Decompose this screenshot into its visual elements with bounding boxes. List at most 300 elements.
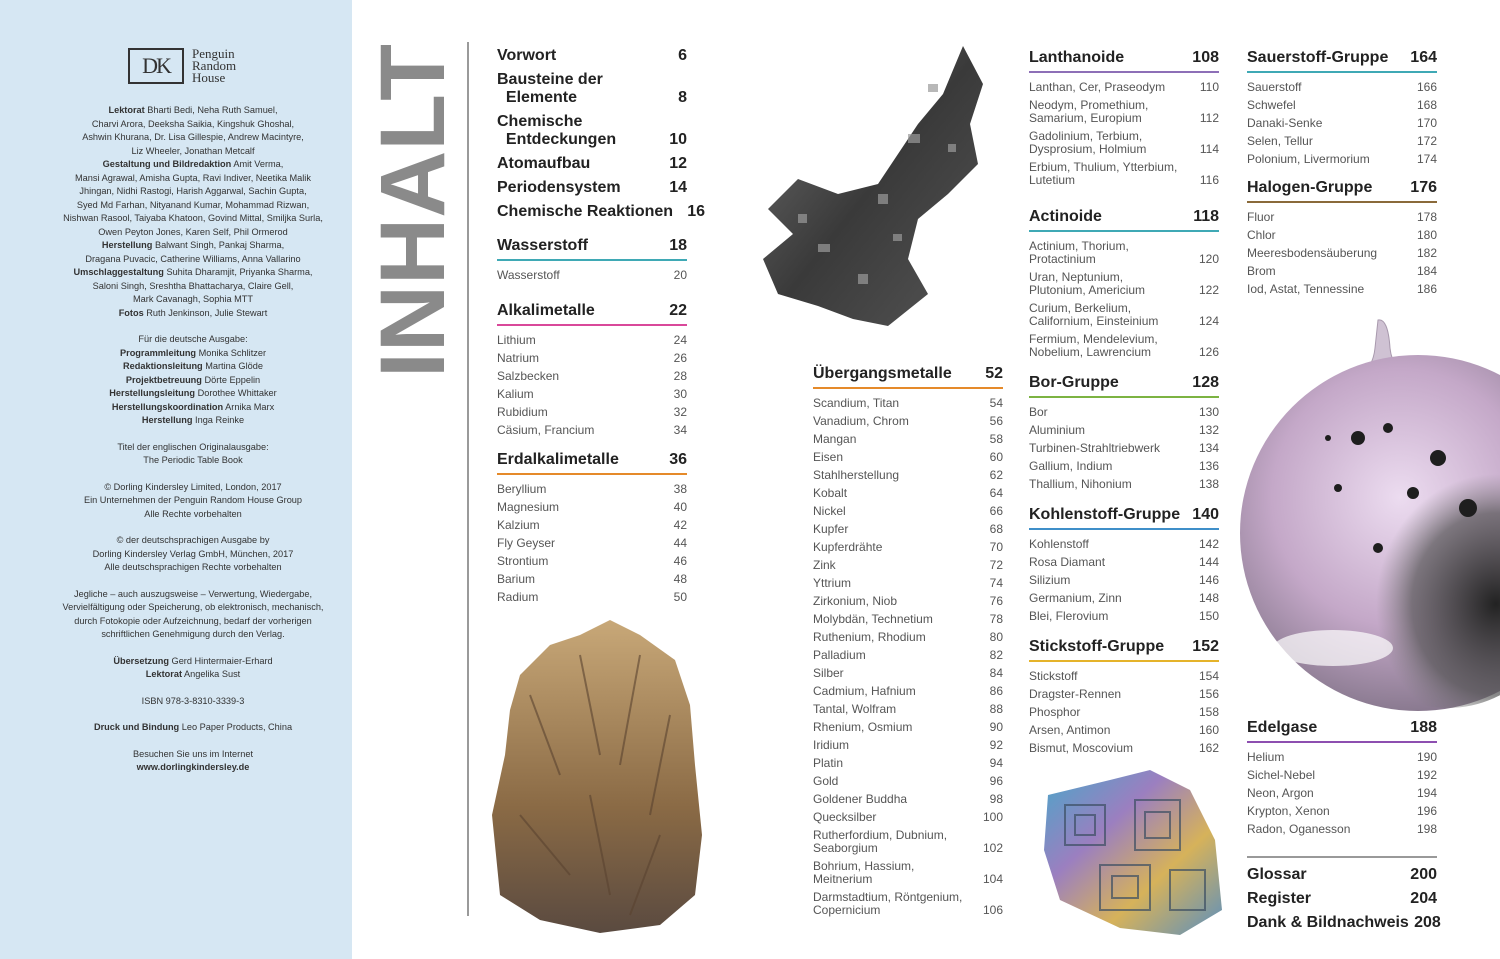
toc-entry[interactable] [497, 71, 687, 107]
credit-line [20, 253, 366, 267]
credit-names: Dragana Puvacic, Catherine Williams, Anna Vallarino [85, 253, 301, 264]
toc-sub-title: Rutherfordium, Dubnium, Seaborgium [813, 828, 948, 855]
toc-sub-entry[interactable] [1029, 574, 1219, 587]
toc-entry[interactable] [1247, 890, 1437, 908]
credit-names: Bharti Bedi, Neha Ruth Samuel, [147, 105, 278, 115]
toc-sub-entry[interactable] [1029, 240, 1219, 266]
toc-sub-title: Goldener Buddha [813, 792, 908, 806]
publisher-logo [128, 48, 236, 84]
section-title: Erdalkalimetalle [497, 451, 619, 468]
toc-sub-page: 46 [673, 554, 687, 568]
toc-entry-title: Glossar [1247, 866, 1307, 883]
toc-sub-entry[interactable] [1029, 688, 1219, 701]
legal-2: Vervielfältigung oder Speicherung, ob elektronisch, mechanisch, [62, 602, 324, 612]
toc-sub-entry[interactable] [1029, 99, 1219, 125]
toc-sub-page: 198 [1416, 822, 1437, 836]
toc-sub-title: Blei, Flerovium [1029, 609, 1109, 623]
toc-sub-entry[interactable] [813, 860, 1003, 886]
toc-sub-page: 64 [989, 486, 1003, 500]
toc-sub-page: 112 [1199, 111, 1219, 125]
toc-sub-title: Platin [813, 756, 844, 770]
toc-sub-page: 40 [673, 500, 687, 514]
section-erdalkalimetalle [497, 450, 687, 604]
toc-sub-entry[interactable] [813, 487, 1003, 500]
toc-sub-page: 56 [989, 414, 1003, 428]
section-items [1029, 81, 1219, 187]
credit-names: Mark Cavanagh, Sophia MTT [133, 294, 253, 304]
toc-sub-entry[interactable] [497, 388, 687, 401]
toc-sub-title: Chlor [1247, 228, 1276, 242]
toc-sub-page: 190 [1416, 750, 1437, 764]
section-page: 176 [1410, 179, 1437, 196]
toc-sub-title: Yttrium [813, 576, 852, 590]
toc-sub-page: 172 [1416, 134, 1437, 148]
section-items [1247, 81, 1437, 166]
toc-sub-page: 34 [673, 423, 687, 437]
toc-sub-entry[interactable] [497, 352, 687, 365]
toc-sub-entry[interactable] [1029, 424, 1219, 437]
section-heading[interactable] [1247, 178, 1437, 203]
toc-entry-title: Register [1247, 890, 1312, 907]
toc-sub-title: Kobalt [813, 486, 848, 500]
credit-role: Herstellung [101, 240, 153, 250]
section-bor-gruppe [1029, 373, 1219, 491]
toc-sub-entry[interactable] [497, 424, 687, 437]
toc-sub-title: Dragster-Rennen [1029, 687, 1122, 701]
toc-sub-entry[interactable] [813, 559, 1003, 572]
toc-sub-page: 158 [1198, 705, 1219, 719]
toc-sub-page: 54 [989, 396, 1003, 410]
toc-sub-title: Turbinen-Strahltriebwerk [1029, 441, 1160, 455]
imprint-sidebar [0, 0, 352, 959]
toc-sub-page: 86 [989, 684, 1003, 698]
section-page: 22 [669, 302, 687, 319]
credit-line [20, 158, 366, 172]
credit-role: Herstellung [141, 415, 193, 425]
section-uebergangsmetalle [813, 364, 1003, 917]
credit-line [20, 118, 366, 132]
german-credit-line [20, 360, 366, 374]
section-sauerstoff-gruppe [1247, 48, 1437, 166]
toc-sub-entry[interactable] [813, 793, 1003, 806]
section-title: Übergangsmetalle [813, 365, 952, 382]
toc-entry[interactable] [497, 113, 687, 149]
section-heading[interactable] [1029, 505, 1219, 530]
toc-sub-title: Nickel [813, 504, 846, 518]
toc-sub-page: 170 [1416, 116, 1437, 130]
toc-entry[interactable] [497, 155, 687, 173]
toc-sub-entry[interactable] [813, 721, 1003, 734]
toc-sub-title: Rosa Diamant [1029, 555, 1106, 569]
credit-line [20, 145, 366, 159]
credit-names: Dorothee Whittaker [197, 388, 277, 398]
toc-sub-title: Iridium [813, 738, 850, 752]
credit-line [20, 199, 366, 213]
toc-sub-entry[interactable] [1247, 153, 1437, 166]
credit-line [20, 226, 366, 240]
toc-sub-entry[interactable] [1029, 670, 1219, 683]
credit-names: Amit Verma, [233, 159, 284, 169]
toc-sub-page: 104 [982, 872, 1003, 886]
glass-sphere-photo [1238, 318, 1500, 718]
toc-sub-entry[interactable] [497, 555, 687, 568]
section-title: Edelgase [1247, 719, 1318, 736]
toc-sub-page: 132 [1198, 423, 1219, 437]
section-title: Alkalimetalle [497, 302, 595, 319]
credit-line [20, 104, 366, 118]
toc-sub-entry[interactable] [1029, 610, 1219, 623]
toc-sub-entry[interactable] [497, 370, 687, 383]
section-title: Wasserstoff [497, 237, 588, 254]
toc-entry[interactable] [1247, 914, 1441, 932]
toc-sub-entry[interactable] [1029, 81, 1219, 94]
toc-sub-title: Palladium [813, 648, 866, 662]
section-items [1029, 670, 1219, 755]
toc-sub-entry[interactable] [1029, 556, 1219, 569]
toc-sub-entry[interactable] [1029, 538, 1219, 551]
toc-sub-entry[interactable] [497, 406, 687, 419]
toc-sub-entry[interactable] [1247, 283, 1437, 296]
toc-sub-entry[interactable] [813, 415, 1003, 428]
section-heading[interactable] [1247, 48, 1437, 73]
toc-sub-title: Kalium [497, 387, 534, 401]
section-heading[interactable] [497, 301, 687, 326]
toc-sub-page: 38 [673, 482, 687, 496]
toc-sub-entry[interactable] [497, 483, 687, 496]
toc-sub-entry[interactable] [813, 703, 1003, 716]
toc-entry-page: 204 [1410, 890, 1437, 907]
credit-names: Syed Md Farhan, Nityanand Kumar, Mohammad Rizwan, [76, 199, 310, 210]
toc-sub-title: Uran, Neptunium, Plutonium, Americium [1029, 270, 1146, 297]
toc-sub-entry[interactable] [497, 334, 687, 347]
toc-sub-page: 134 [1198, 441, 1219, 455]
toc-sub-entry[interactable] [813, 541, 1003, 554]
credit-role: Programmleitung [119, 347, 197, 358]
toc-sub-entry[interactable] [813, 433, 1003, 446]
credit-line [20, 239, 366, 253]
section-page: 188 [1410, 719, 1437, 736]
toc-sub-entry[interactable] [813, 631, 1003, 644]
toc-sub-page: 192 [1416, 768, 1437, 782]
toc-sub-entry[interactable] [497, 501, 687, 514]
german-credit-line [20, 374, 366, 388]
toc-sub-entry[interactable] [1247, 229, 1437, 242]
credit-role: Lektorat [108, 105, 145, 115]
toc-sub-page: 100 [982, 810, 1003, 824]
toc-entry-title: Dank & Bildnachweis [1247, 914, 1409, 931]
credits-list [20, 104, 366, 320]
toc-sub-page: 110 [1199, 80, 1219, 94]
toc-sub-entry[interactable] [813, 595, 1003, 608]
toc-sub-page: 84 [989, 666, 1003, 680]
toc-sub-page: 174 [1416, 152, 1437, 166]
translation-credit: Übersetzung Gerd Hintermaier-Erhard [113, 655, 273, 666]
toc-sub-title: Arsen, Antimon [1029, 723, 1111, 737]
toc-sub-title: Cäsium, Francium [497, 423, 595, 437]
toc-sub-page: 178 [1416, 210, 1437, 224]
credit-names: Martina Glöde [205, 361, 263, 371]
toc-column-3 [1029, 48, 1219, 760]
toc-sub-title: Darmstadtium, Röntgenium, Copernicium [813, 890, 963, 917]
toc-sub-title: Helium [1247, 750, 1285, 764]
toc-sub-page: 122 [1198, 283, 1219, 297]
toc-sub-entry[interactable] [1247, 247, 1437, 260]
toc-sub-title: Iod, Astat, Tennessine [1247, 282, 1365, 296]
toc-sub-title: Stickstoff [1029, 669, 1078, 683]
toc-sub-entry[interactable] [1029, 271, 1219, 297]
toc-sub-entry[interactable] [1029, 724, 1219, 737]
toc-sub-page: 60 [989, 450, 1003, 464]
toc-entry-page: 200 [1410, 866, 1437, 883]
toc-sub-page: 116 [1199, 173, 1219, 187]
toc-sub-page: 42 [673, 518, 687, 532]
toc-sub-entry[interactable] [1029, 161, 1219, 187]
toc-sub-entry[interactable] [1247, 117, 1437, 130]
dk-logo-mark: DK [128, 48, 184, 84]
toc-sub-title: Quecksilber [813, 810, 877, 824]
german-credits-list [20, 347, 366, 428]
toc-sub-title: Curium, Berkelium, Californium, Einsteinium [1029, 301, 1159, 328]
section-heading[interactable] [1029, 48, 1219, 73]
section-title: Bor-Gruppe [1029, 374, 1119, 391]
toc-sub-page: 44 [673, 536, 687, 550]
toc-entry-title: Bausteine der Elemente [497, 71, 603, 106]
toc-entry[interactable] [1247, 866, 1437, 884]
credit-names: Saloni Singh, Sreshtha Bhattacharya, Claire Gell, [92, 280, 294, 291]
toc-sub-entry[interactable] [1247, 823, 1437, 836]
toc-entry[interactable] [497, 47, 687, 65]
section-title: Sauerstoff-Gruppe [1247, 49, 1389, 66]
toc-sub-title: Radon, Oganesson [1247, 822, 1351, 836]
toc-sub-title: Zink [813, 558, 836, 572]
credit-names: Jhingan, Nidhi Rastogi, Harish Aggarwal, Sachin Gupta, [79, 186, 307, 196]
toc-sub-title: Lithium [497, 333, 536, 347]
section-alkalimetalle [497, 301, 687, 437]
page-title-text: INHALT [362, 47, 464, 378]
section-lanthanoide [1029, 48, 1219, 187]
toc-sub-page: 62 [989, 468, 1003, 482]
toc-sub-title: Silizium [1029, 573, 1071, 587]
toc-entry[interactable] [497, 179, 687, 197]
toc-sub-page: 72 [989, 558, 1003, 572]
toc-sub-page: 30 [673, 387, 687, 401]
toc-sub-title: Kupfer [813, 522, 849, 536]
credit-names: Owen Peyton Jones, Karen Self, Phil Ormerod [98, 226, 288, 237]
toc-sub-entry[interactable] [1029, 742, 1219, 755]
section-heading[interactable] [497, 236, 687, 261]
toc-sub-entry[interactable] [497, 591, 687, 604]
section-heading[interactable] [813, 364, 1003, 389]
credit-line [20, 172, 366, 186]
german-credit-line [20, 347, 366, 361]
toc-sub-title: Sauerstoff [1247, 80, 1302, 94]
credit-names: Monika Schlitzer [198, 347, 267, 358]
toc-entry-title: Atomaufbau [497, 155, 591, 172]
toc-sub-entry[interactable] [813, 685, 1003, 698]
original-title-label: Titel der englischen Originalausgabe: [117, 441, 269, 452]
section-items [1247, 211, 1437, 296]
toc-sub-entry[interactable] [813, 613, 1003, 626]
section-heading[interactable] [1029, 207, 1219, 232]
toc-sub-page: 58 [989, 432, 1003, 446]
credit-names: Ruth Jenkinson, Julie Stewart [146, 307, 268, 318]
crystal-photo-dark [758, 44, 993, 334]
toc-sub-entry[interactable] [813, 891, 1003, 917]
legal-4: schriftlichen Genehmigung durch den Verlag. [101, 629, 285, 639]
toc-sub-entry[interactable] [813, 775, 1003, 788]
credit-line [20, 293, 366, 307]
section-page: 108 [1192, 49, 1219, 66]
toc-sub-entry[interactable] [813, 667, 1003, 680]
toc-sub-entry[interactable] [1029, 592, 1219, 605]
section-items [497, 334, 687, 437]
toc-sub-entry[interactable] [1247, 211, 1437, 224]
toc-sub-entry[interactable] [497, 519, 687, 532]
credit-line [20, 280, 366, 294]
toc-sub-entry[interactable] [813, 577, 1003, 590]
toc-sub-title: Beryllium [497, 482, 547, 496]
section-page: 140 [1192, 506, 1219, 523]
section-title: Lanthanoide [1029, 49, 1125, 66]
toc-sub-entry[interactable] [1029, 302, 1219, 328]
section-title: Stickstoff-Gruppe [1029, 638, 1165, 655]
toc-sub-entry[interactable] [1029, 478, 1219, 491]
toc-sub-page: 78 [989, 612, 1003, 626]
toc-sub-title: Molybdän, Technetium [813, 612, 933, 626]
toc-sub-title: Rubidium [497, 405, 548, 419]
toc-sub-entry[interactable] [813, 829, 1003, 855]
toc-sub-page: 138 [1198, 477, 1219, 491]
toc-sub-title: Bohrium, Hassium, Meitnerium [813, 859, 915, 886]
credit-role: Herstellungskoordination [111, 401, 224, 412]
toc-entry-title: Chemische Reaktionen [497, 203, 674, 220]
copyright-de-1: © der deutschsprachigen Ausgabe by [116, 535, 270, 545]
credit-names: Mansi Agrawal, Amisha Gupta, Ravi Indiver, Neetika Malik [75, 172, 311, 183]
toc-sub-entry[interactable] [813, 469, 1003, 482]
toc-column-2 [813, 364, 1003, 922]
toc-sub-entry[interactable] [1029, 130, 1219, 156]
toc-entry-title: Chemische Entdeckungen [497, 113, 617, 148]
website-url[interactable]: www.dorlingkindersley.de [136, 762, 250, 772]
toc-sub-page: 184 [1416, 264, 1437, 278]
section-heading[interactable] [1247, 718, 1437, 743]
toc-sub-title: Stahlherstellung [813, 468, 900, 482]
toc-sub-entry[interactable] [813, 505, 1003, 518]
credit-line [20, 307, 366, 321]
toc-sub-title: Natrium [497, 351, 540, 365]
toc-sub-page: 90 [989, 720, 1003, 734]
legal-3: durch Fotokopie oder Aufzeichnung, bedarf der vorherigen [74, 615, 312, 626]
section-heading[interactable] [1029, 373, 1219, 398]
toc-column-4 [1247, 48, 1437, 301]
credit-names: Suhita Dharamjit, Priyanka Sharma, [166, 267, 313, 277]
toc-entry-page: 16 [687, 203, 706, 220]
toc-sub-entry[interactable] [1247, 81, 1437, 94]
toc-sub-page: 76 [989, 594, 1003, 608]
toc-sub-page: 168 [1416, 98, 1437, 112]
toc-sub-entry[interactable] [1247, 787, 1437, 800]
toc-sub-title: Salzbecken [497, 369, 560, 383]
toc-sub-entry[interactable] [813, 811, 1003, 824]
toc-sub-title: Gallium, Indium [1029, 459, 1113, 473]
section-heading[interactable] [1029, 637, 1219, 662]
toc-sub-entry[interactable] [1247, 805, 1437, 818]
visit-text: Besuchen Sie uns im Internet [132, 748, 254, 759]
toc-sub-entry[interactable] [1247, 751, 1437, 764]
toc-sub-page: 50 [673, 590, 687, 604]
toc-sub-page: 130 [1198, 405, 1219, 419]
toc-sub-title: Tantal, Wolfram [813, 702, 897, 716]
toc-sub-entry[interactable] [1029, 706, 1219, 719]
toc-sub-page: 68 [989, 522, 1003, 536]
credit-names: Inga Reinke [195, 415, 245, 425]
toc-sub-title: Magnesium [497, 500, 560, 514]
toc-sub-page: 82 [989, 648, 1003, 662]
toc-sub-page: 48 [673, 572, 687, 586]
crystal-photo-bismuth [1040, 760, 1230, 940]
toc-sub-entry[interactable] [813, 451, 1003, 464]
toc-sub-entry[interactable] [1029, 333, 1219, 359]
toc-sub-page: 32 [673, 405, 687, 419]
toc-sub-page: 180 [1416, 228, 1437, 242]
toc-sub-entry[interactable] [1247, 99, 1437, 112]
toc-sub-title: Erbium, Thulium, Ytterbium, Lutetium [1029, 160, 1178, 187]
toc-sub-page: 26 [673, 351, 687, 365]
german-edition-intro: Für die deutsche Ausgabe: [138, 334, 248, 344]
toc-sub-entry[interactable] [1029, 460, 1219, 473]
toc-sub-title: Eisen [813, 450, 844, 464]
toc-sub-title: Fermium, Mendelevium, Nobelium, Lawrencium [1029, 332, 1158, 359]
toc-sub-entry[interactable] [813, 739, 1003, 752]
toc-sub-title: Mangan [813, 432, 857, 446]
toc-sub-page: 80 [989, 630, 1003, 644]
credit-names: Liz Wheeler, Jonathan Metcalf [131, 145, 255, 156]
toc-sub-entry[interactable] [1029, 406, 1219, 419]
toc-sub-entry[interactable] [497, 269, 687, 282]
toc-sub-title: Rhenium, Osmium [813, 720, 913, 734]
toc-sub-entry[interactable] [497, 537, 687, 550]
toc-sub-title: Kupferdrähte [813, 540, 883, 554]
credit-role: Umschlaggestaltung [73, 267, 164, 277]
toc-sub-entry[interactable] [813, 757, 1003, 770]
toc-sub-page: 160 [1198, 723, 1219, 737]
toc-entry[interactable] [497, 203, 706, 221]
toc-sub-title: Kohlenstoff [1029, 537, 1089, 551]
toc-sub-entry[interactable] [1029, 442, 1219, 455]
toc-sub-title: Aluminium [1029, 423, 1086, 437]
toc-sub-entry[interactable] [813, 649, 1003, 662]
toc-entry-title: Vorwort [497, 47, 557, 64]
toc-sub-title: Krypton, Xenon [1247, 804, 1330, 818]
toc-sub-entry[interactable] [497, 573, 687, 586]
toc-sub-entry[interactable] [813, 523, 1003, 536]
toc-sub-entry[interactable] [1247, 265, 1437, 278]
toc-sub-title: Zirkonium, Niob [813, 594, 898, 608]
copyright-de-3: Alle deutschsprachigen Rechte vorbehalten [104, 562, 282, 572]
toc-sub-page: 146 [1198, 573, 1219, 587]
section-items [1029, 406, 1219, 491]
toc-sub-page: 126 [1198, 345, 1219, 359]
toc-sub-title: Neodym, Promethium, Samarium, Europium [1029, 98, 1149, 125]
toc-sub-entry[interactable] [1247, 769, 1437, 782]
toc-sub-title: Fly Geyser [497, 536, 556, 550]
section-page: 128 [1192, 374, 1219, 391]
section-heading[interactable] [497, 450, 687, 475]
toc-sub-entry[interactable] [813, 397, 1003, 410]
toc-sub-page: 92 [989, 738, 1003, 752]
toc-sub-entry[interactable] [1247, 135, 1437, 148]
toc-sub-title: Fluor [1247, 210, 1275, 224]
